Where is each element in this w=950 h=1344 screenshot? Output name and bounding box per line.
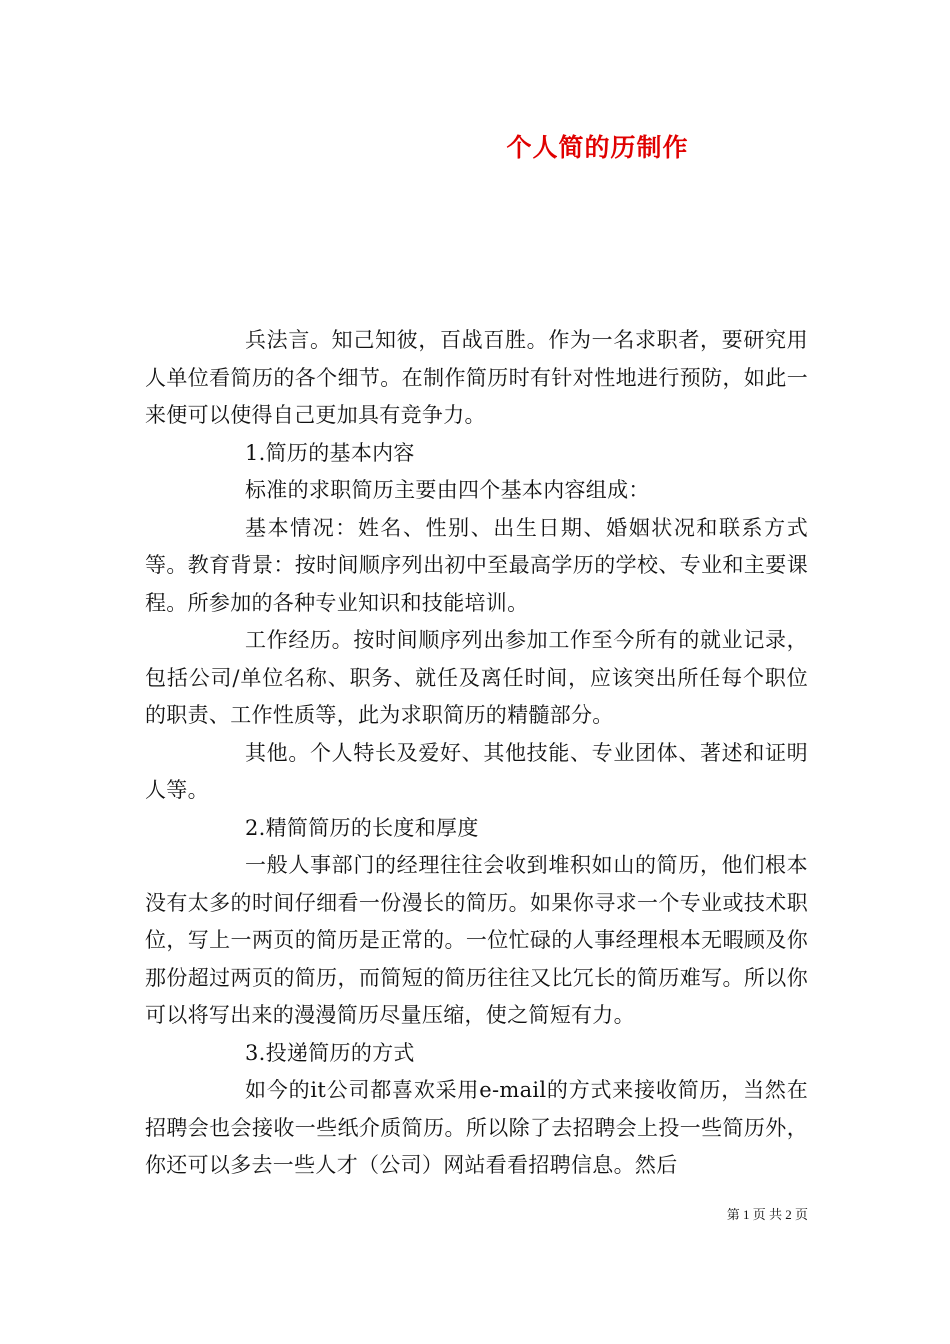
paragraph-delivery: 如今的it公司都喜欢采用e-mail的方式来接收简历，当然在招聘会也会接收一些纸介质简历。所以除了去招聘会上投一些简历外，你还可以多去一些人才（公司）网站看看招聘信息。然后 xyxy=(145,1078,808,1177)
document-body xyxy=(145,322,808,1185)
section-heading-2: 2.精简简历的长度和厚度 xyxy=(245,815,479,840)
paragraph-other: 其他。个人特长及爱好、其他技能、专业团体、著述和证明人等。 xyxy=(145,740,808,802)
document-title: 个人简的历制作 xyxy=(506,133,689,162)
paragraph-intro: 兵法言。知己知彼，百战百胜。作为一名求职者，要研究用人单位看简历的各个细节。在制作简历时有针对性地进行预防，如此一来便可以使得自己更加具有竞争力。 xyxy=(145,328,808,427)
paragraph-length: 一般人事部门的经理往往会收到堆积如山的简历，他们根本没有太多的时间仔细看一份漫长的简历。如果你寻求一个专业或技术职位，写上一两页的简历是正常的。一位忙碌的人事经理根本无暇顾及你那份超过两页的简历，而简短的简历往往又比冗长的简历难写。所以你可以将写出来的漫漫简历尽量压缩，使之简短有力。 xyxy=(145,853,808,1027)
paragraph-work-experience: 工作经历。按时间顺序列出参加工作至今所有的就业记录，包括公司/单位名称、职务、就任及离任时间，应该突出所任每个职位的职责、工作性质等，此为求职简历的精髓部分。 xyxy=(145,628,808,727)
paragraph-standard: 标准的求职简历主要由四个基本内容组成： xyxy=(245,478,650,502)
section-heading-1: 1.简历的基本内容 xyxy=(245,440,415,465)
section-heading-3: 3.投递简历的方式 xyxy=(245,1040,415,1065)
paragraph-basic-info: 基本情况：姓名、性别、出生日期、婚姻状况和联系方式等。教育背景：按时间顺序列出初中至最高学历的学校、专业和主要课程。所参加的各种专业知识和技能培训。 xyxy=(145,515,808,615)
page-footer: 第 1 页 共 2 页 xyxy=(726,1207,808,1222)
